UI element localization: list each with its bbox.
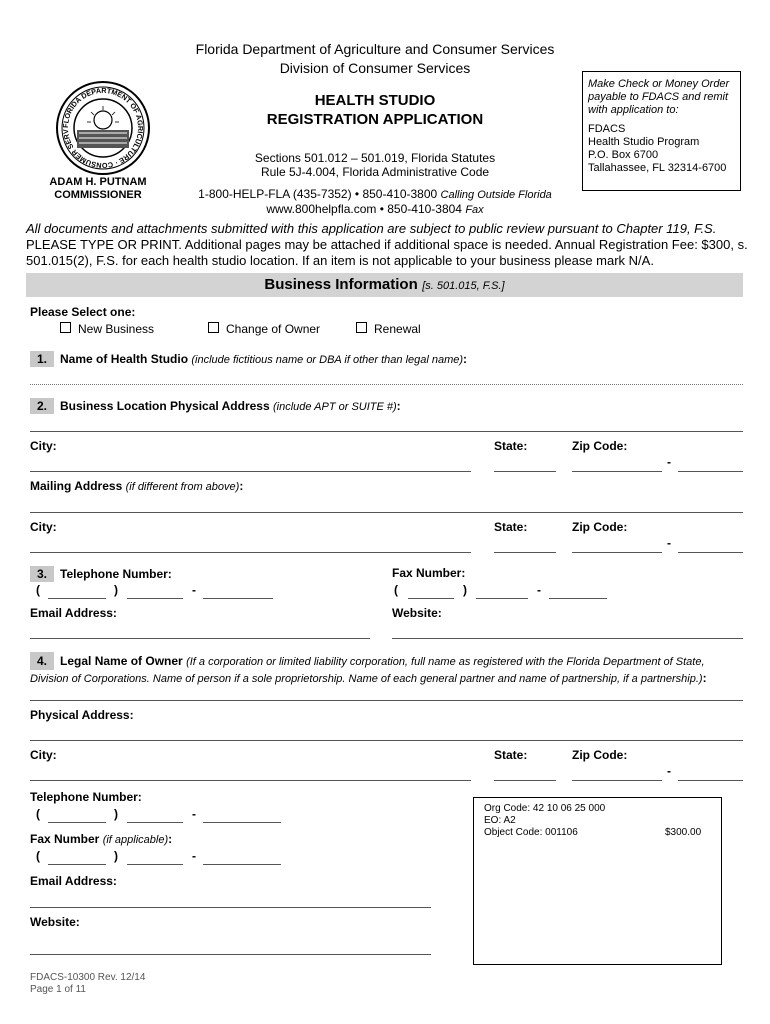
phone-line-field[interactable] — [203, 598, 273, 599]
city-label: City: — [30, 439, 57, 453]
owner-phone-line-field[interactable] — [203, 822, 281, 823]
object-code: Object Code: 001106 — [484, 827, 578, 838]
admin-code-rule: Rule 5J-4.004, Florida Administrative Code — [260, 165, 490, 179]
paren: ) — [114, 807, 118, 821]
remit-address-line: FDACS — [588, 123, 626, 135]
helpline-phone: 1-800-HELP-FLA (435-7352) • 850-410-3800 Calling Outside Florida — [198, 187, 552, 201]
svg-text:FLORIDA DEPARTMENT OF AGRICULT: FLORIDA DEPARTMENT OF AGRICULTURE · CONSUMER SERV — [60, 85, 146, 171]
state-field[interactable] — [494, 471, 556, 472]
q3-telephone-label: 3. Telephone Number: — [30, 566, 172, 582]
city-field[interactable] — [30, 471, 471, 472]
fax-dash: - — [192, 849, 196, 863]
owner-phone-prefix-field[interactable] — [127, 822, 183, 823]
owner-email-label: Email Address: — [30, 874, 117, 888]
mailing-address-label: Mailing Address (if different from above): — [30, 479, 244, 493]
option-new-business[interactable]: New Business — [60, 322, 154, 336]
website-field[interactable] — [392, 638, 743, 639]
zip-plus4-field[interactable] — [678, 780, 743, 781]
city-field[interactable] — [30, 552, 471, 553]
paren: ) — [114, 849, 118, 863]
zip-plus4-field[interactable] — [678, 552, 743, 553]
commissioner-title: COMMISSIONER — [54, 189, 142, 201]
owner-email-field[interactable] — [30, 907, 431, 908]
zip-plus4-field[interactable] — [678, 471, 743, 472]
phone-dash: - — [192, 807, 196, 821]
zip-dash: - — [667, 536, 671, 550]
fee-amount: $300.00 — [665, 827, 702, 838]
paren: ( — [36, 807, 40, 821]
state-label: State: — [494, 439, 528, 453]
statute-sections: Sections 501.012 – 501.019, Florida Statutes — [254, 151, 496, 165]
owner-fax-line-field[interactable] — [203, 864, 281, 865]
state-seal — [55, 80, 151, 176]
owner-fax-label: Fax Number (if applicable): — [30, 832, 173, 846]
office-use-box — [473, 797, 722, 965]
website-fax-line: www.800helpfla.com • 850-410-3804 Fax — [266, 202, 484, 216]
state-field[interactable] — [494, 780, 556, 781]
fax-line-field[interactable] — [549, 598, 607, 599]
payment-remit-box — [582, 71, 741, 191]
state-field[interactable] — [494, 552, 556, 553]
zip-dash: - — [667, 455, 671, 469]
option-renewal[interactable]: Renewal — [356, 322, 421, 336]
commissioner-name: ADAM H. PUTNAM — [49, 176, 147, 188]
fax-area-code-field[interactable] — [408, 598, 454, 599]
form-title-line2: REGISTRATION APPLICATION — [266, 111, 484, 128]
owner-fax-prefix-field[interactable] — [127, 864, 183, 865]
remit-address-line: Health Studio Program — [588, 136, 700, 148]
division-name: Division of Consumer Services — [279, 60, 471, 76]
remit-address-line: P.O. Box 6700 — [588, 149, 659, 161]
website-label: Website: — [392, 606, 442, 620]
owner-physical-address-field[interactable] — [30, 740, 743, 741]
owner-fax-area-code-field[interactable] — [48, 864, 106, 865]
department-name: Florida Department of Agriculture and Consumer Services — [195, 41, 555, 57]
fax-number-label: Fax Number: — [392, 566, 466, 580]
zip-label: Zip Code: — [572, 439, 628, 453]
business-address-field[interactable] — [30, 431, 743, 432]
fax-dash: - — [537, 583, 541, 597]
org-code: Org Code: 42 10 06 25 000 — [484, 803, 606, 814]
page-number: Page 1 of 11 — [30, 984, 86, 995]
option-change-of-owner[interactable]: Change of Owner — [208, 322, 320, 336]
legal-owner-name-field[interactable] — [30, 700, 743, 701]
mailing-address-field[interactable] — [30, 512, 743, 513]
zip-field[interactable] — [572, 552, 662, 553]
select-one-label: Please Select one: — [30, 305, 136, 319]
paren: ( — [36, 849, 40, 863]
payment-instructions: Make Check or Money Order payable to FDACS and remit with application to: — [588, 78, 730, 116]
zip-field[interactable] — [572, 780, 662, 781]
city-label: City: — [30, 520, 57, 534]
email-field[interactable] — [30, 638, 370, 639]
health-studio-name-field[interactable] — [30, 384, 743, 385]
form-title-line1: HEALTH STUDIO — [314, 92, 436, 109]
owner-website-label: Website: — [30, 915, 80, 929]
phone-area-code-field[interactable] — [48, 598, 106, 599]
q1-health-studio-name-label: 1. Name of Health Studio (include fictitious name or DBA if other than legal name): — [30, 351, 467, 367]
paren: ( — [394, 583, 398, 597]
zip-label: Zip Code: — [572, 520, 628, 534]
city-field[interactable] — [30, 780, 471, 781]
form-number: FDACS-10300 Rev. 12/14 — [30, 972, 146, 983]
phone-prefix-field[interactable] — [127, 598, 183, 599]
email-label: Email Address: — [30, 606, 117, 620]
city-label: City: — [30, 748, 57, 762]
physical-address-label: Physical Address: — [30, 708, 134, 722]
q2-business-address-label: 2. Business Location Physical Address (include APT or SUITE #): — [30, 398, 401, 414]
eo-code: EO: A2 — [484, 815, 516, 826]
owner-telephone-label: Telephone Number: — [30, 790, 142, 804]
remit-address-line: Tallahassee, FL 32314-6700 — [588, 162, 727, 174]
intro-paragraph: All documents and attachments submitted with this application are subject to public review pursuant to Chapter 119, F.S. PLEASE TYPE OR PRINT. Additional pages may be attached if additional space is needed. Annual Registration Fee: $300, s. 501.015(2), F.S. for each health studio location. If an item is not applicable to your business please mark N/A. — [26, 221, 748, 268]
paren: ) — [463, 583, 467, 597]
fax-prefix-field[interactable] — [476, 598, 528, 599]
state-label: State: — [494, 520, 528, 534]
state-label: State: — [494, 748, 528, 762]
owner-website-field[interactable] — [30, 954, 431, 955]
checkbox[interactable] — [208, 322, 219, 333]
checkbox[interactable] — [356, 322, 367, 333]
paren: ( — [36, 583, 40, 597]
q4-legal-owner-label: 4. Legal Name of Owner (If a corporation or limited liability corporation, full name as registered with the Florida Department of State, Division of Corporations. Name of person if a sole proprietorship. Name of each general partner and name of partnership, if a partnership.): — [30, 654, 707, 685]
checkbox[interactable] — [60, 322, 71, 333]
owner-phone-area-code-field[interactable] — [48, 822, 106, 823]
business-info-header: Business Information [s. 501.015, F.S.] — [26, 273, 743, 297]
zip-label: Zip Code: — [572, 748, 628, 762]
zip-field[interactable] — [572, 471, 662, 472]
phone-dash: - — [192, 583, 196, 597]
paren: ) — [114, 583, 118, 597]
zip-dash: - — [667, 764, 671, 778]
